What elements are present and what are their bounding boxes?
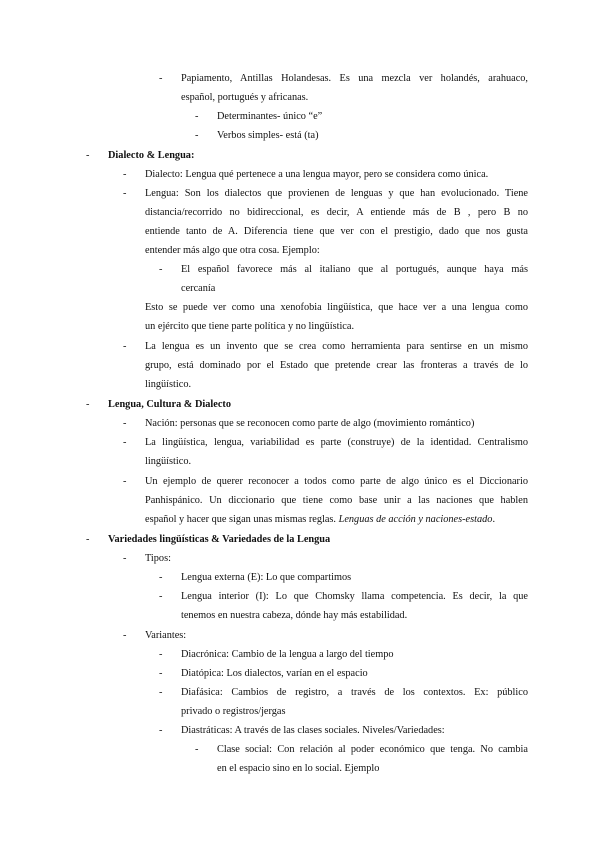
list-item-lengua <box>123 184 528 260</box>
bullet-dash: - <box>159 687 163 698</box>
item-text: La lingüística, lengua, variabilidad es parte (construye) de la identidad. Centralismo <box>145 437 528 448</box>
item-text: español y hacer que sigan unas mismas reglas. <box>145 514 337 525</box>
item-text: El español favorece más al italiano que al portugués, aunque haya más <box>181 264 528 275</box>
list-item-papiamento <box>159 69 528 107</box>
item-text: en el espacio sino en lo social. Ejemplo <box>217 763 380 774</box>
item-text: Lengua interior (I): Lo que Chomsky llama competencia. Es decir, la que <box>181 591 528 602</box>
list-item-determinantes <box>195 107 528 126</box>
section-heading-dialecto-lengua <box>86 146 528 165</box>
item-text: lingüístico. <box>145 379 192 390</box>
bullet-dash: - <box>159 73 163 84</box>
bullet-dash: - <box>123 188 127 199</box>
item-text: distancia/recorrido no bidireccional, es decir, A entiende más de B , pero B no <box>145 207 528 218</box>
bullet-dash: - <box>123 553 127 564</box>
bullet-dash: - <box>159 572 163 583</box>
item-text: Lengua externa (E): Lo que compartimos <box>181 572 352 583</box>
item-text: Diastráticas: A través de las clases sociales. Niveles/Variedades: <box>181 725 445 736</box>
item-text: entender más algo que otra cosa. Ejemplo: <box>145 245 320 256</box>
list-item-lengua-externa <box>159 568 528 587</box>
bullet-dash: - <box>195 744 199 755</box>
item-text: Lengua: Son los dialectos que provienen de lenguas y que han evolucionado. Tiene <box>145 188 528 199</box>
bullet-dash: - <box>86 399 90 410</box>
item-text: Esto se puede ver como una xenofobia lingüística, que hace ver a una lengua como <box>145 302 528 313</box>
item-text: Clase social: Con relación al poder económico que tenga. No cambia <box>217 744 528 755</box>
list-item-tipos <box>123 549 528 568</box>
item-text: lingüístico. <box>145 456 192 467</box>
list-item-diatopica <box>159 664 528 683</box>
list-item-invento <box>123 337 528 394</box>
bullet-dash: - <box>86 534 90 545</box>
list-item-diafasica <box>159 683 528 721</box>
item-text-last <box>145 510 528 529</box>
bullet-dash: - <box>123 630 127 641</box>
bullet-dash: - <box>123 341 127 352</box>
item-text: Papiamento, Antillas Holandesas. Es una mezcla ver holandés, arahuaco, <box>181 73 528 84</box>
bullet-dash: - <box>195 130 199 141</box>
bullet-dash: - <box>123 418 127 429</box>
bullet-dash: - <box>123 476 127 487</box>
item-text: español, portugués y africanas. <box>181 92 309 103</box>
bullet-dash: - <box>159 725 163 736</box>
list-item-clase-social <box>195 740 528 778</box>
list-item-verbos <box>195 126 528 145</box>
heading-text: Lengua, Cultura & Dialecto <box>108 399 231 410</box>
bullet-dash: - <box>159 649 163 660</box>
heading-text: Dialecto & Lengua: <box>108 150 195 161</box>
list-item-variantes <box>123 626 528 645</box>
bullet-dash: - <box>195 111 199 122</box>
item-text: un ejército que tiene parte política y no lingüística. <box>145 321 355 332</box>
item-text: . <box>492 514 496 525</box>
list-item-lengua-interior <box>159 587 528 625</box>
bullet-dash: - <box>86 150 90 161</box>
item-text: tenemos en nuestra cabeza, dónde hay más estabilidad. <box>181 610 408 621</box>
item-text: Diafásica: Cambios de registro, a través de los contextos. Ex: público <box>181 687 528 698</box>
item-text: Panhispánico. Un diccionario que tiene como base unir a las naciones que hablen <box>145 495 528 506</box>
section-heading-lengua-cultura <box>86 395 528 414</box>
list-item-diccionario <box>123 472 528 529</box>
list-item-dialecto <box>123 165 528 184</box>
item-text: Variantes: <box>145 630 187 641</box>
item-text: privado o registros/jergas <box>181 706 286 717</box>
heading-text: Variedades lingüísticas & Variedades de la Lengua <box>108 534 331 545</box>
item-text: Un ejemplo de querer reconocer a todos como parte de algo único es el Diccionario <box>145 476 528 487</box>
bullet-dash: - <box>159 591 163 602</box>
bullet-dash: - <box>123 169 127 180</box>
item-text: Dialecto: Lengua qué pertenece a una lengua mayor, pero se considera como única. <box>145 169 489 180</box>
list-item-nacion <box>123 414 528 433</box>
list-item-diacronica <box>159 645 528 664</box>
item-text: entiende tanto de A. Diferencia tiene que ver con el prestigio, dado que nos gusta <box>145 226 528 237</box>
list-item-diastratica <box>159 721 528 740</box>
list-item-identidad <box>123 433 528 471</box>
item-text: Diacrónica: Cambio de la lengua a largo del tiempo <box>181 649 394 660</box>
bullet-dash: - <box>159 264 163 275</box>
list-item-ejemplo <box>159 260 528 298</box>
italic-phrase: Lenguas de acción y naciones-estado <box>338 514 493 525</box>
item-text: Verbos simples- está (ta) <box>217 130 319 141</box>
item-text: cercanía <box>181 283 216 294</box>
item-text: La lengua es un invento que se crea como herramienta para sentirse en un mismo <box>145 341 528 352</box>
paragraph-xenofobia <box>145 298 528 336</box>
item-text: Determinantes- único “e” <box>217 111 323 122</box>
item-text: grupo, está dominado por el Estado que pretende crear las fronteras a través de lo <box>145 360 528 371</box>
item-text: Diatópica: Los dialectos, varían en el espacio <box>181 668 368 679</box>
section-heading-variedades <box>86 530 528 549</box>
item-text: Tipos: <box>145 553 171 564</box>
bullet-dash: - <box>159 668 163 679</box>
bullet-dash: - <box>123 437 127 448</box>
item-text: Nación: personas que se reconocen como parte de algo (movimiento romántico) <box>145 418 475 429</box>
